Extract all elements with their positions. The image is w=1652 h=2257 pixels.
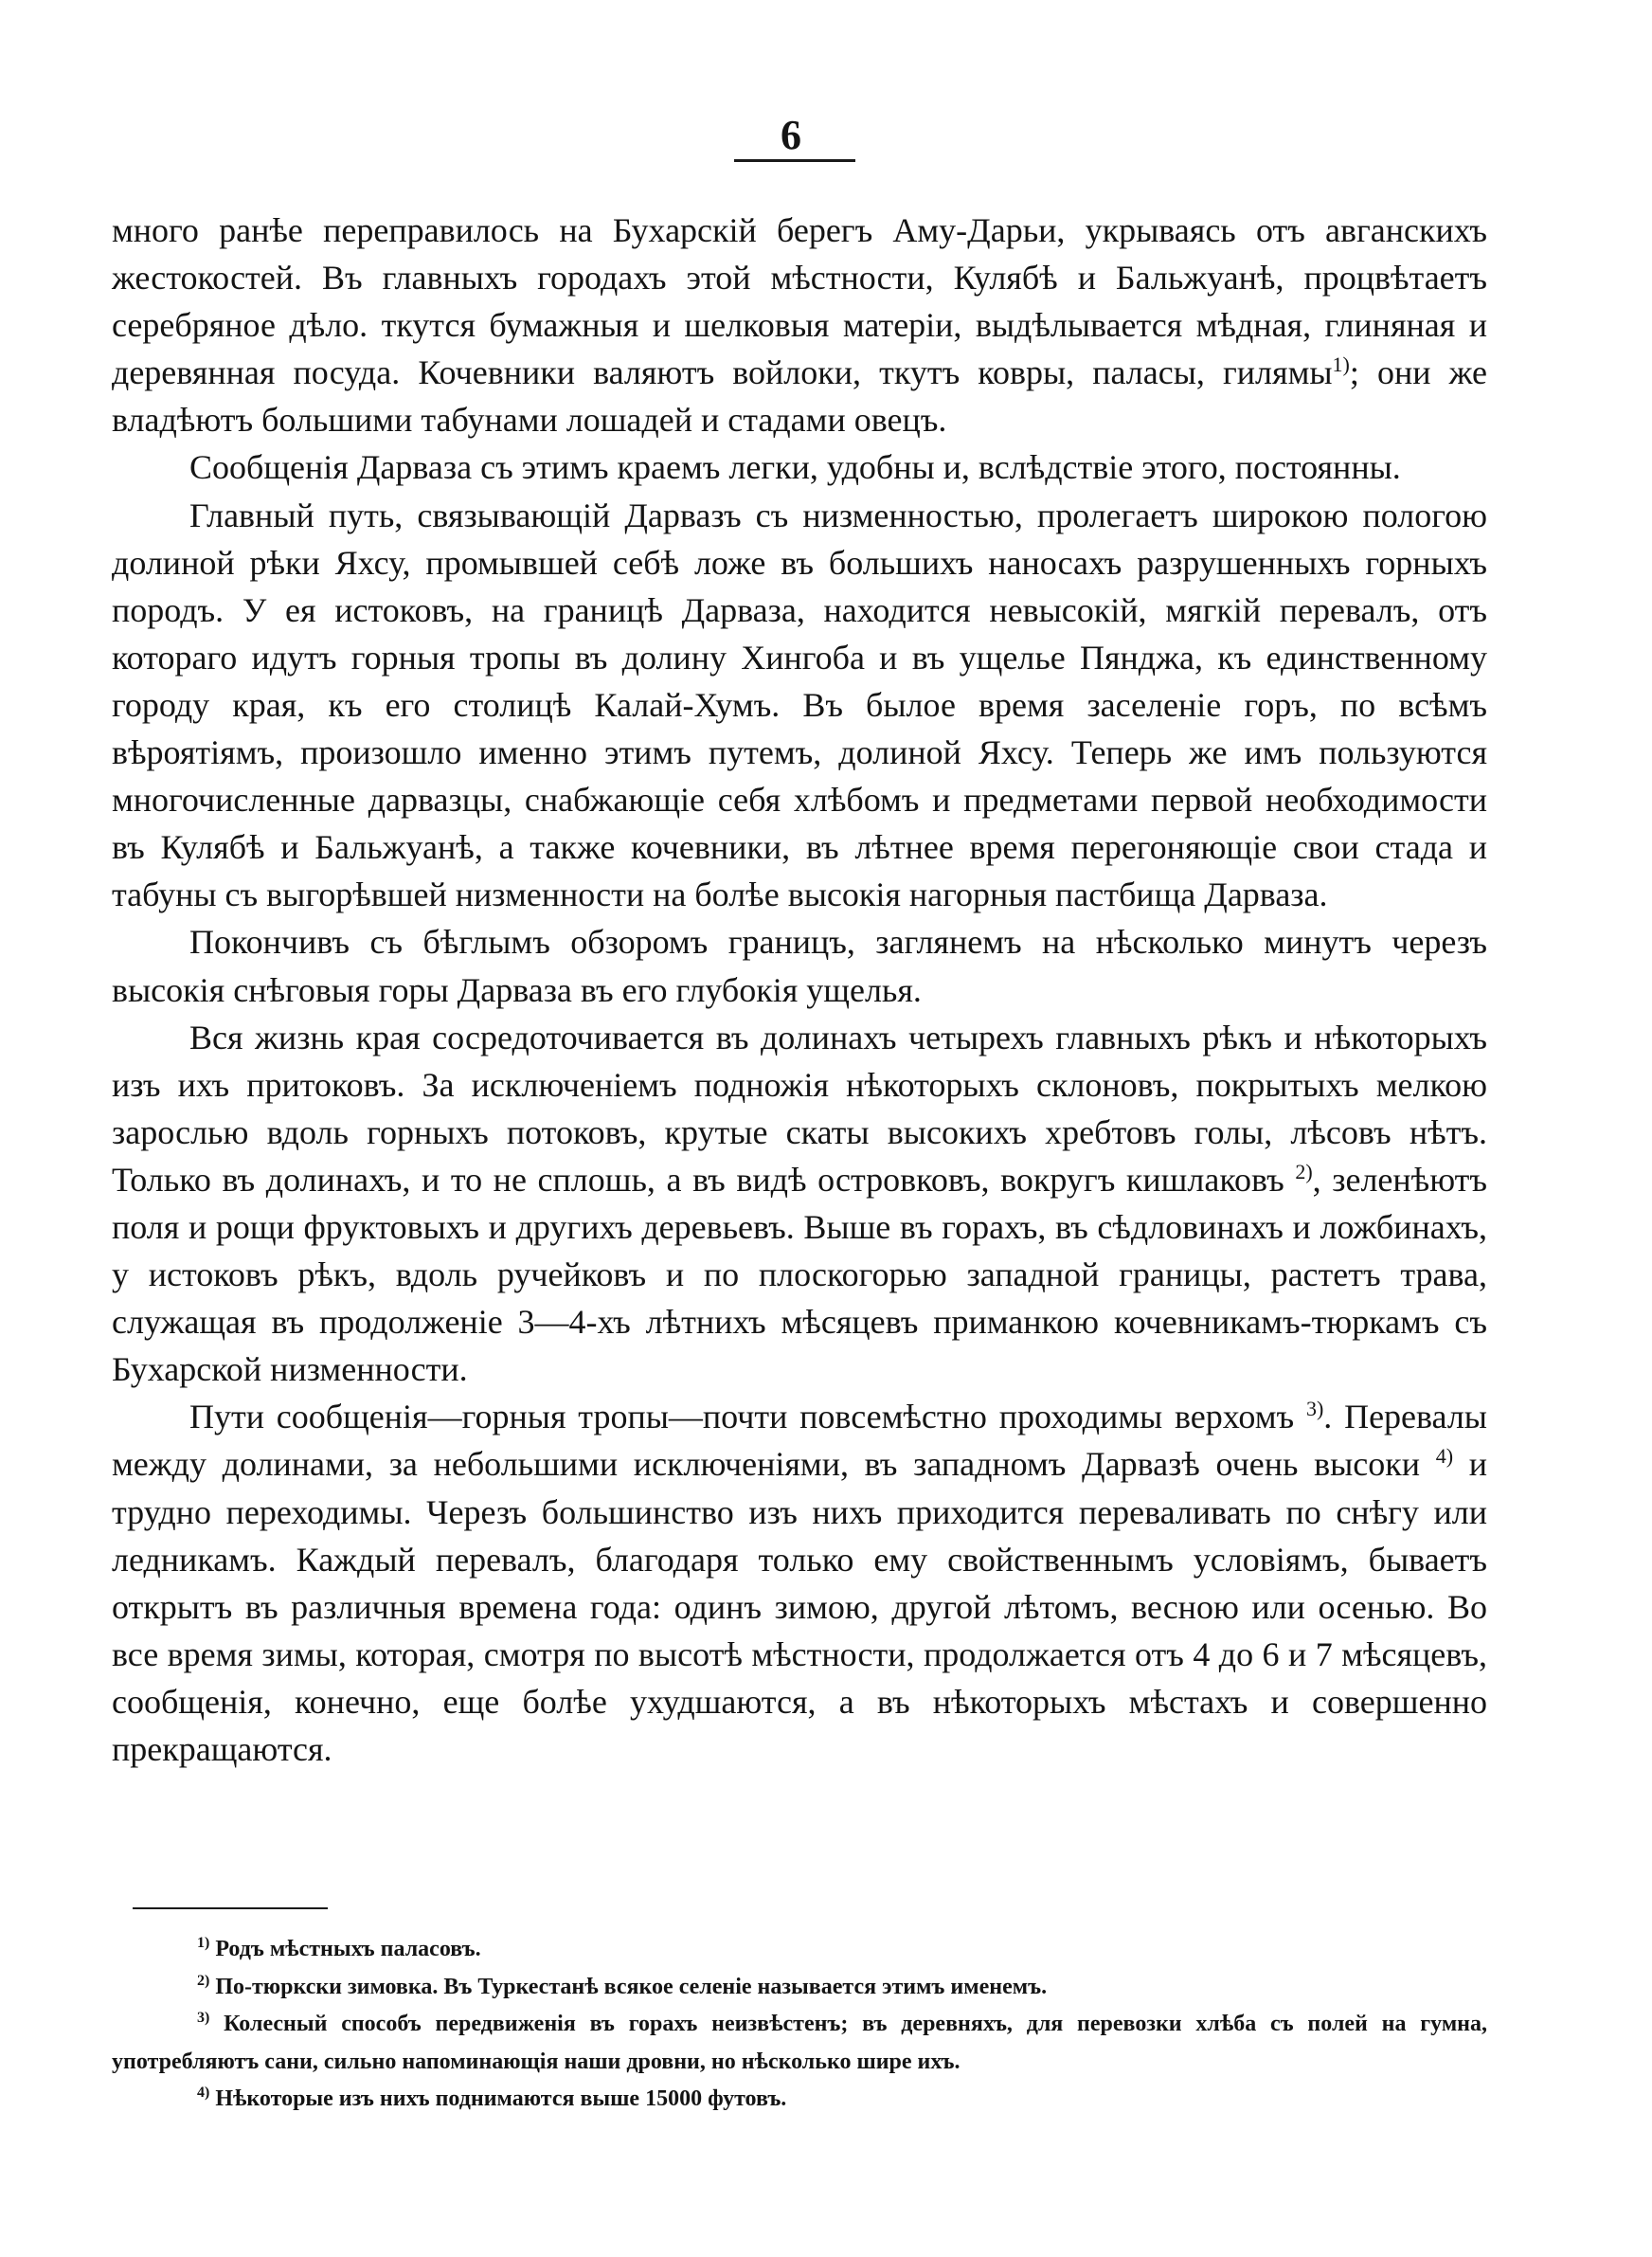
footnote-marker: 2): [197, 1972, 210, 1989]
footnotes: [112, 1931, 1487, 2119]
footnote-text: Колесный способъ передвиженія въ горахъ неизвѣстенъ; въ деревняхъ, для перевозки хлѣба съ полей на гумна, употребляютъ сани, сильно напоминающія наши дровни, но нѣсколько шире ихъ.: [112, 2012, 1487, 2074]
footnote-reference: 3): [1305, 1397, 1324, 1421]
footnote-reference: 1): [1332, 352, 1350, 377]
paragraph-text: Вся жизнь края сосредоточивается въ долинахъ четырехъ главныхъ рѣкъ и нѣкоторыхъ изъ ихъ притоковъ. За исключеніемъ подножія нѣкоторыхъ склоновъ, покрытыхъ мелкою зарослью вдоль горныхъ потоковъ, крутые скаты высокихъ хребтовъ голы, лѣсовъ нѣтъ. Только въ долинахъ, и то не сплошь, а въ видѣ островковъ, вокругъ кишлаковъ: [112, 1018, 1487, 1199]
paragraph-text: Покончивъ съ бѣглымъ обзоромъ границъ, заглянемъ на нѣсколько минутъ черезъ высокія снѣговыя горы Дарваза въ его глубокія ущелья.: [112, 923, 1487, 1009]
body-text: [112, 207, 1487, 1773]
paragraph-text: много ранѣе переправилось на Бухарскій берегъ Аму-Дарьи, укрываясь отъ авганскихъ жестокостей. Въ главныхъ городахъ этой мѣстности, Кулябѣ и Бальжуанѣ, процвѣтаетъ серебряное дѣло. ткутся бумажныя и шелковыя матеріи, выдѣлывается мѣдная, глиняная и деревянная посуда. Кочевники валяютъ войлоки, ткутъ ковры, паласы, гилямы: [112, 211, 1487, 392]
paragraph: [112, 443, 1487, 491]
footnote-text: Нѣкоторые изъ нихъ поднимаются выше 15000 футовъ.: [215, 2086, 787, 2112]
paragraph-text: . Перевалы между долинами, за небольшими исключеніями, въ западномъ Дарвазѣ очень высоки: [112, 1398, 1487, 1484]
footnote-reference: 2): [1295, 1159, 1313, 1183]
paragraph: [112, 918, 1487, 1013]
paragraph-text: и трудно переходимы. Черезъ большинство изъ нихъ приходится переваливать по снѣгу или ледникамъ. Каждый перевалъ, благодаря только ему свойственнымъ условіямъ, бываетъ открытъ въ различныя времена года: одинъ зимою, другой лѣтомъ, весною или осенью. Во все время зимы, которая, смотря по высотѣ мѣстности, продолжается отъ 4 до 6 и 7 мѣсяцевъ, сообщенія, конечно, еще болѣе ухудшаются, а въ нѣкоторыхъ мѣстахъ и совершенно прекращаются.: [112, 1445, 1488, 1768]
page-number-underline: [734, 159, 855, 162]
paragraph: [112, 492, 1487, 919]
footnote: [112, 1931, 1487, 1969]
paragraph-text: Главный путь, связывающій Дарвазъ съ низменностью, пролегаетъ широкою пологою долиной рѣки Яхсу, промывшей себѣ ложе въ большихъ наносахъ разрушенныхъ горныхъ породъ. У ея истоковъ, на границѣ Дарваза, находится невысокій, мягкій перевалъ, отъ котораго идутъ горныя тропы въ долину Хингоба и въ ущелье Пянджа, къ единственному городу края, къ его столицѣ Калай-Хумъ. Въ былое время заселеніе горъ, по всѣмъ вѣроятіямъ, произошло именно этимъ путемъ, долиной Яхсу. Теперь же имъ пользуются многочисленные дарвазцы, снабжающіе себя хлѣбомъ и предметами первой необходимости въ Кулябѣ и Бальжуанѣ, а также кочевники, въ лѣтнее время перегоняющіе свои стада и табуны съ выгорѣвшей низменности на болѣе высокія нагорныя пастбища Дарваза.: [112, 496, 1487, 914]
footnote-text: Родъ мѣстныхъ паласовъ.: [215, 1937, 481, 1961]
footnote-reference: 4): [1435, 1444, 1454, 1469]
paragraph-text: ; они же владѣютъ большими табунами лошадей и стадами овецъ.: [112, 353, 1487, 440]
footnote-marker: 1): [197, 1935, 210, 1951]
footnote-separator: [133, 1907, 328, 1909]
footnote-marker: 3): [197, 2010, 210, 2027]
footnote-text: По-тюркски зимовка. Въ Туркестанѣ всякое селеніе называется этимъ именемъ.: [215, 1974, 1048, 1999]
footnote: [112, 1969, 1487, 2007]
paragraph-text: , зеленѣютъ поля и рощи фруктовыхъ и другихъ деревьевъ. Выше въ горахъ, въ сѣдловинахъ и ложбинахъ, у истоковъ рѣкъ, вдоль ручейковъ и по плоскогорью западной границы, растетъ трава, служащая въ продолженіе 3—4-хъ лѣтнихъ мѣсяцевъ приманкою кочевникамъ-тюркамъ съ Бухарской низменности.: [112, 1160, 1487, 1389]
paragraph: [112, 1014, 1487, 1394]
paragraph: [112, 207, 1487, 443]
footnote: [112, 2081, 1487, 2119]
paragraph-text: Пути сообщенія—горныя тропы—почти повсемѣстно проходимы верхомъ: [189, 1398, 1306, 1436]
paragraph: [112, 1393, 1487, 1773]
footnote: [112, 2006, 1487, 2081]
footnote-marker: 4): [197, 2085, 210, 2102]
paragraph-text: Сообщенія Дарваза съ этимъ краемъ легки, удобны и, вслѣдствіе этого, постоянны.: [189, 448, 1401, 487]
page-number: 6: [781, 112, 801, 158]
